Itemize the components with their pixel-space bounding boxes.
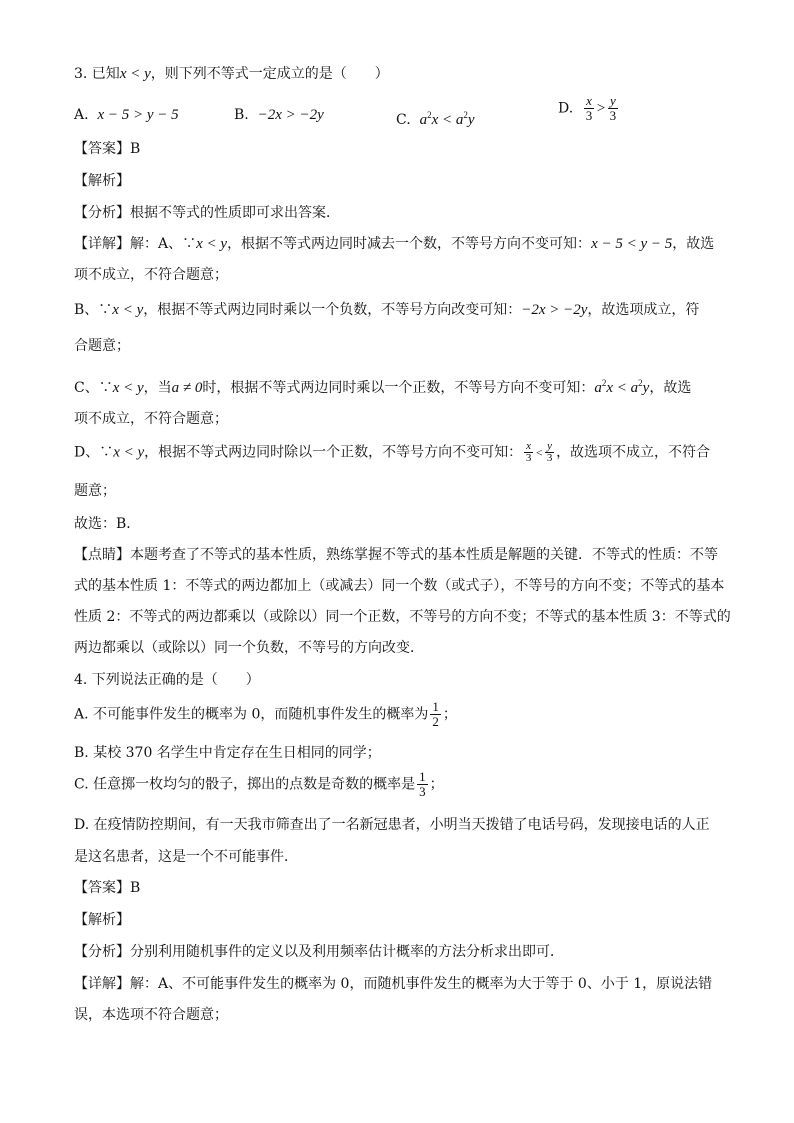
q3-detail-d-line1: D、∵x < y，根据不等式两边同时除以一个正数，不等号方向不变可知： $\frac{x}{3}$ < $\frac{y}{3}$ ，故选项不成立，不符合 (74, 440, 711, 464)
q3-detail-b-line1: B、∵x < y，根据不等式两边同时乘以一个负数，不等号方向改变可知：−2x > −2y，故选项成立，符 (74, 302, 700, 318)
q4-detail-line1: 【详解】解：A、不可能事件发生的概率为 0，而随机事件发生的概率为大于等于 0、小于 1，原说法错 (74, 976, 713, 992)
q4-fenxi: 【分析】分别利用随机事件的定义以及利用频率估计概率的方法分析求出即可． (74, 944, 564, 960)
q3-option-c: C. $a^2x < a^2y$ (396, 110, 475, 128)
q3-option-a: A. x − 5 > y − 5 (74, 107, 179, 123)
q3-dianjing-line1: 【点睛】本题考查了不等式的基本性质，熟练掌握不等式的基本性质是解题的关键．不等式的性质：不等 (74, 547, 718, 563)
q4-stem: 4. 下列说法正确的是（ ） (74, 672, 260, 688)
q4-option-d-line1: D. 在疫情防控期间，有一天我市筛查出了一名新冠患者，小明当天拨错了电话号码，发现接电话的人正 (74, 817, 710, 833)
q3-options (74, 93, 730, 136)
q3-answer (74, 138, 730, 160)
q4-detail-line2: 误，本选项不符合题意； (74, 1007, 228, 1023)
q3-detail-a-line2: 项不成立，不符合题意； (74, 267, 228, 283)
q3-analysis-heading: 【解析】 (74, 173, 130, 189)
q3-detail-b-line2: 合题意； (74, 338, 130, 354)
q4-analysis-heading: 【解析】 (74, 912, 130, 928)
q4-option-d-line2: 是这名患者，这是一个不可能事件． (74, 849, 298, 865)
q3-option-d: D. $\frac{x}{3}$ > $\frac{y}{3}$ (558, 93, 617, 123)
q4-option-a: A. 不可能事件发生的概率为 0，而随机事件发生的概率为 $\frac{1}{2}$ ； (74, 699, 457, 729)
q3-detail-d-line2: 题意； (74, 483, 116, 499)
q3-detail-c-line1: C、∵x < y，当a ≠ 0时，根据不等式两边同时乘以一个正数，不等号方向不变可知：$a^2x < a^2y$，故选 (74, 378, 692, 396)
q3-fenxi: 【分析】根据不等式的性质即可求出答案． (74, 205, 340, 221)
q4-option-c: C. 任意掷一枚均匀的骰子，掷出的点数是奇数的概率是 $\frac{1}{3}$ ； (74, 769, 444, 799)
q3-stem-condition: x < y (119, 66, 151, 82)
q3-detail-c-line2: 项不成立，不符合题意； (74, 411, 228, 427)
answer-tag: 【答案】 (74, 141, 130, 157)
q4-answer: 【答案】B (74, 880, 141, 896)
q3-dianjing-line2: 式的基本性质 1：不等式的两边都加上（或减去）同一个数（或式子），不等号的方向不变；不等式的基本 (74, 578, 725, 594)
q3-dianjing-line4: 两边都乘以（或除以）同一个负数，不等号的方向改变． (74, 640, 424, 656)
q3-stem-prefix: 3. 已知 (74, 66, 120, 82)
q4-option-b: B. 某校 370 名学生中肯定存在生日相同的同学； (74, 745, 381, 761)
q3-stem-suffix: ，则下列不等式一定成立的是（ ） (150, 66, 389, 82)
q3-dianjing-line3: 性质 2：不等式的两边都乘以（或除以）同一个正数，不等号的方向不变；不等式的基本性质 3：不等式的 (74, 609, 731, 625)
q3-detail-a-line1: 【详解】解：A、∵x < y，根据不等式两边同时减去一个数，不等号方向不变可知：x − 5 < y − 5，故选 (74, 236, 715, 252)
q3-stem (74, 63, 730, 85)
answer-value: B (130, 141, 141, 157)
q3-choose: 故选：B． (74, 516, 141, 532)
q3-option-b: B. −2x > −2y (234, 107, 324, 123)
